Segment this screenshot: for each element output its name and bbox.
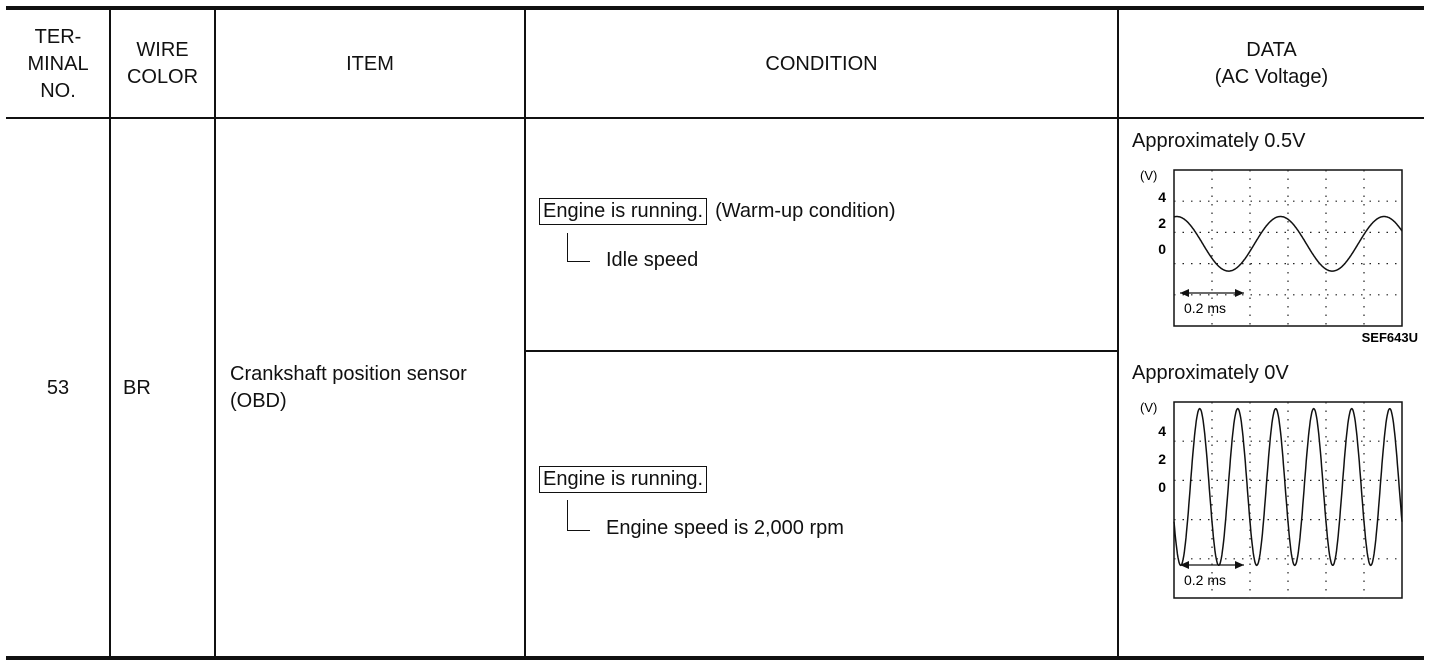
scope-y-tick-label: 2 — [1158, 215, 1166, 231]
header-condition — [526, 12, 1117, 116]
header-data-line: DATA — [1246, 39, 1297, 61]
scope-timebase-arrowhead — [1180, 289, 1189, 297]
header-item — [216, 12, 524, 116]
condition-boxed-text: Engine is running. — [539, 466, 707, 493]
condition-bracket-line — [567, 500, 590, 531]
condition-sub-text: Idle speed — [606, 249, 699, 271]
header-wire-line: COLOR — [126, 66, 199, 88]
table-bottom-border — [6, 656, 1424, 660]
header-data — [1119, 12, 1424, 116]
condition-2 — [539, 466, 707, 493]
header-terminal-line: MINAL — [27, 52, 89, 75]
header-terminal-no — [8, 12, 108, 116]
terminal-number-value: 53 — [46, 376, 70, 399]
condition-extra-text: (Warm-up condition) — [715, 200, 896, 222]
item-name — [230, 120, 522, 656]
wire-color-value: BR — [123, 376, 151, 399]
scope-timebase-arrowhead — [1180, 561, 1189, 569]
condition-sub-text: Engine speed is 2,000 rpm — [606, 517, 844, 539]
oscilloscope-waveform-2 — [1122, 390, 1422, 640]
data-approx-label: Approximately 0V — [1132, 362, 1289, 384]
scope-waveform-trace — [1174, 217, 1402, 272]
oscilloscope-waveform-1 — [1122, 158, 1422, 348]
scope-timebase-label: 0.2 ms — [1184, 300, 1227, 316]
condition-1 — [539, 198, 896, 225]
header-condition-label: CONDITION — [765, 52, 878, 75]
table-top-border — [6, 6, 1424, 10]
header-bottom-border — [6, 117, 1424, 119]
item-line: Crankshaft position sensor — [230, 363, 467, 385]
scope-y-tick-label: 4 — [1158, 423, 1166, 439]
scope-timebase-label: 0.2 ms — [1184, 572, 1227, 588]
header-data-line: (AC Voltage) — [1214, 66, 1329, 88]
wire-color — [123, 120, 213, 656]
scope-y-tick-label: 0 — [1158, 241, 1166, 257]
scope-y-tick-label: 2 — [1158, 451, 1166, 467]
condition-bracket-line — [567, 233, 590, 262]
scope-unit-label: (V) — [1140, 400, 1158, 415]
header-terminal-line: NO. — [40, 79, 76, 102]
scope-timebase-arrowhead — [1235, 561, 1244, 569]
data-approx-label: Approximately 0.5V — [1132, 130, 1306, 152]
header-terminal-line: TER- — [34, 25, 82, 48]
header-item-label: ITEM — [346, 52, 394, 75]
scope-timebase-arrowhead — [1235, 289, 1244, 297]
condition-row-divider — [525, 350, 1117, 352]
header-wire-line: WIRE — [136, 39, 189, 61]
header-wire-color — [111, 12, 214, 116]
scope-y-tick-label: 0 — [1158, 479, 1166, 495]
terminal-number — [8, 120, 108, 656]
scope-frame — [1174, 402, 1402, 598]
scope-unit-label: (V) — [1140, 168, 1158, 183]
condition-boxed-text: Engine is running. — [539, 198, 707, 225]
scope-y-tick-label: 4 — [1158, 189, 1166, 205]
item-line: (OBD) — [230, 390, 287, 412]
scope-figure-code: SEF643U — [1361, 330, 1418, 345]
